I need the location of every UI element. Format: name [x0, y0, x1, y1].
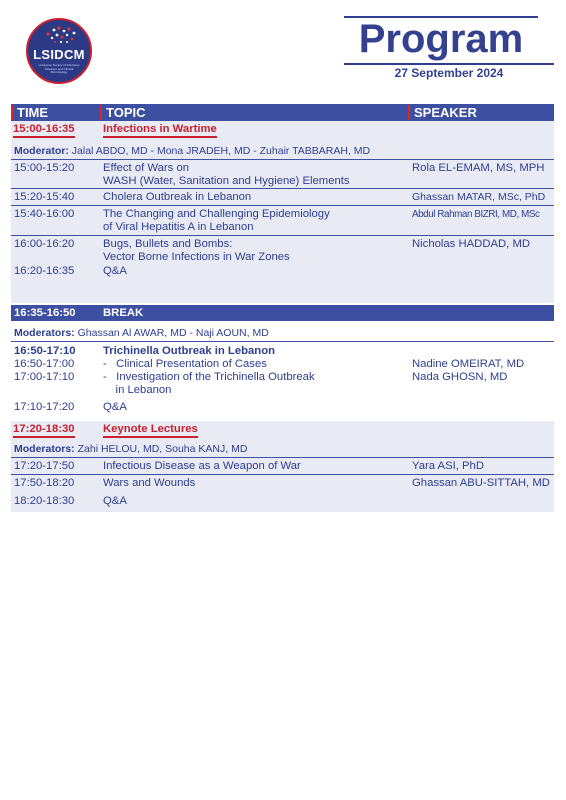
row-topic: Trichinella Outbreak in Lebanon: [103, 345, 275, 357]
logo-abbreviation: LSIDCM: [33, 47, 85, 62]
logo-small-text: Lebanese Society of Infectious Diseases and Clinical Microbiology: [38, 63, 80, 74]
row-topic-line1: The Changing and Challenging Epidemiology: [103, 208, 330, 220]
logo-dots-graphic: [28, 20, 92, 50]
row-topic: Infectious Disease as a Weapon of War: [103, 460, 301, 472]
session-title-row: [11, 421, 554, 438]
row-time: 16:50-17:00: [14, 358, 75, 370]
moderator-names: Jalal ABDO, MD - Mona JRADEH, MD - Zuhair TABBARAH, MD: [71, 145, 371, 157]
column-header-time: TIME: [11, 105, 48, 120]
row-time: 15:00-15:20: [14, 162, 75, 174]
moderator-names: Zahi HELOU, MD, Souha KANJ, MD: [77, 443, 248, 455]
session-time: 15:00-16:35: [13, 123, 75, 138]
row-speaker: Nicholas HADDAD, MD: [412, 238, 531, 250]
table-row: [11, 475, 554, 493]
row-time: 16:20-16:35: [14, 265, 75, 277]
moderator-label: Moderator:: [14, 145, 69, 157]
row-topic-line2: of Viral Hepatitis A in Lebanon: [103, 221, 254, 233]
moderator-line: [11, 326, 554, 341]
lsidcm-logo: [26, 18, 92, 84]
row-divider: [11, 341, 554, 342]
row-topic-line1: Bugs, Bullets and Bombs:: [103, 238, 233, 250]
row-speaker: Nada GHOSN, MD: [412, 371, 508, 383]
row-topic: [103, 208, 330, 234]
row-speaker: Nadine OMEIRAT, MD: [412, 358, 525, 370]
table-row: [11, 236, 554, 265]
table-row: [11, 189, 554, 205]
row-topic-line2: in Lebanon: [103, 384, 172, 396]
row-topic-line2: WASH (Water, Sanitation and Hygiene) Elements: [103, 175, 350, 187]
break-time: 16:35-16:50: [14, 307, 76, 319]
row-topic: Wars and Wounds: [103, 477, 196, 489]
row-topic: [103, 371, 315, 397]
row-time: 17:50-18:20: [14, 477, 75, 489]
program-table: [11, 104, 554, 512]
row-time: 16:00-16:20: [14, 238, 75, 250]
row-speaker: Abdul Rahman BIZRI, MD, MSc: [412, 209, 540, 220]
row-speaker: Ghassan MATAR, MSc, PhD: [412, 191, 546, 203]
row-time: 18:20-18:30: [14, 495, 75, 507]
moderator-line: [11, 442, 554, 457]
row-time: 15:20-15:40: [14, 191, 75, 203]
break-row: [11, 305, 554, 321]
row-topic-line1: - Investigation of the Trichinella Outbreak: [103, 371, 315, 383]
row-speaker: Yara ASI, PhD: [412, 460, 485, 472]
session-time: 17:20-18:30: [13, 423, 75, 438]
session-title: Keynote Lectures: [103, 423, 198, 438]
session-title-row: [11, 121, 554, 138]
session-trichinella: [11, 321, 554, 421]
row-topic: - Clinical Presentation of Cases: [103, 358, 267, 370]
table-row: [11, 160, 554, 188]
row-topic: Cholera Outbreak in Lebanon: [103, 191, 252, 203]
row-speaker: Rola EL-EMAM, MS, MPH: [412, 162, 545, 174]
row-topic: Q&A: [103, 401, 127, 413]
break-label: BREAK: [103, 307, 144, 319]
table-row: [11, 458, 554, 474]
row-speaker: Ghassan ABU-SITTAH, MD: [412, 477, 550, 489]
row-topic: Q&A: [103, 495, 127, 507]
column-header-speaker: SPEAKER: [408, 105, 477, 120]
table-row: [11, 358, 554, 371]
session-title: Infections in Wartime: [103, 123, 217, 138]
row-topic: Q&A: [103, 265, 127, 277]
row-topic-line2: Vector Borne Infections in War Zones: [103, 251, 290, 263]
moderator-line: [11, 144, 554, 159]
row-time: 17:00-17:10: [14, 371, 75, 383]
program-date: 27 September 2024: [394, 66, 504, 80]
table-row: [11, 265, 554, 281]
table-row: [11, 401, 554, 415]
moderator-label: Moderators:: [14, 327, 75, 339]
row-time: 17:20-17:50: [14, 460, 75, 472]
moderator-label: Moderators:: [14, 443, 75, 455]
table-row: [11, 371, 554, 401]
session-infections-wartime: [11, 121, 554, 303]
session-keynote-lectures: [11, 421, 554, 512]
column-header-topic: TOPIC: [100, 105, 146, 120]
table-row-subheading: [11, 345, 554, 358]
row-topic: [103, 162, 350, 188]
table-header-row: [11, 104, 554, 121]
row-time: 15:40-16:00: [14, 208, 75, 220]
row-topic: [103, 238, 290, 264]
header-rule-bottom: [344, 63, 554, 65]
table-row: [11, 206, 554, 235]
row-time: 16:50-17:10: [14, 345, 76, 357]
page-title: Program: [358, 17, 524, 61]
row-topic-line1: Effect of Wars on: [103, 162, 190, 174]
row-time: 17:10-17:20: [14, 401, 75, 413]
moderator-names: Ghassan Al AWAR, MD - Naji AOUN, MD: [77, 327, 269, 339]
table-row: [11, 493, 554, 509]
